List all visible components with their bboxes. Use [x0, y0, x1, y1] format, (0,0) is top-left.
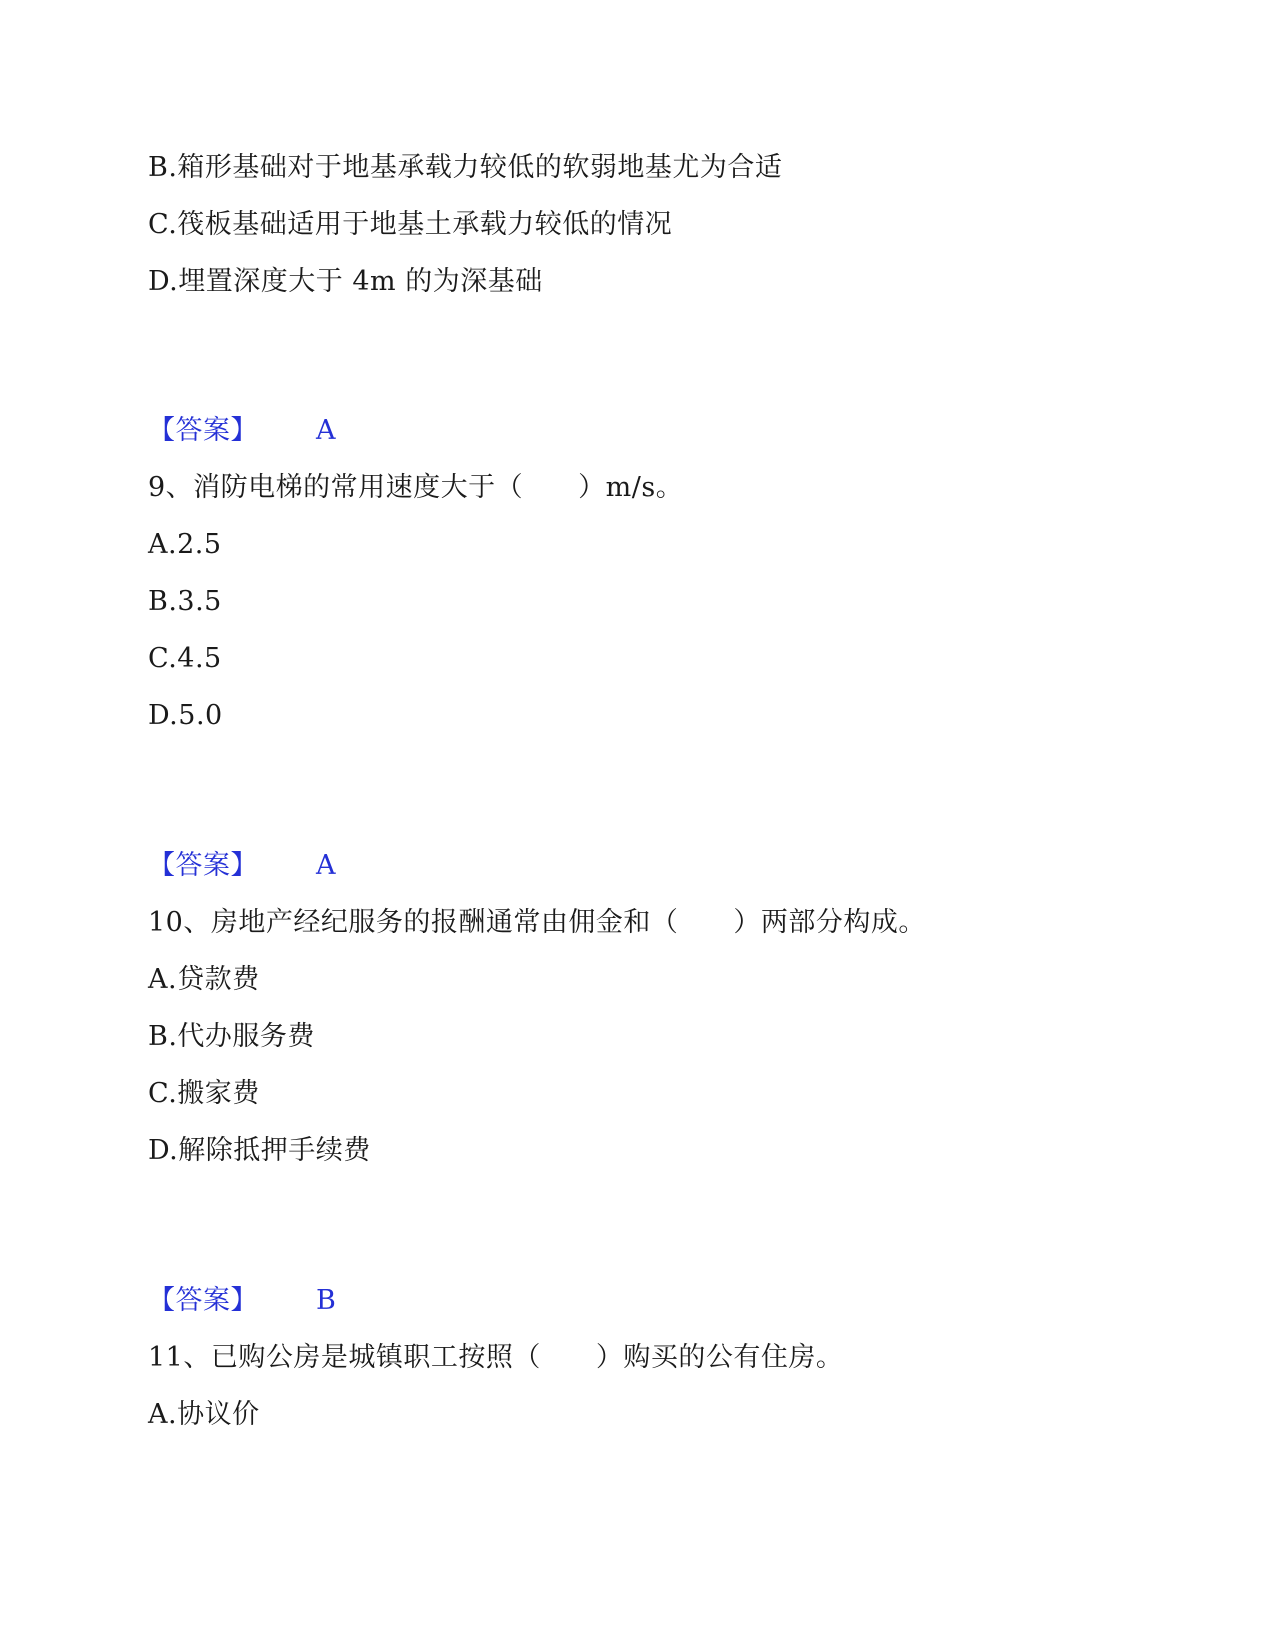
option-a: A.贷款费 [148, 964, 260, 995]
answer-label: 【答案】 [148, 1285, 258, 1316]
option-b: B.代办服务费 [148, 1021, 315, 1052]
option-c: C.搬家费 [148, 1078, 260, 1109]
answer-value: A [316, 415, 336, 446]
answer-value: A [316, 850, 336, 881]
option-d: D.解除抵押手续费 [148, 1135, 371, 1166]
option-a: A.2.5 [148, 529, 222, 560]
question-stem: 9、消防电梯的常用速度大于（ ）m/s。 [148, 472, 684, 503]
option-b: B.3.5 [148, 586, 222, 617]
answer-row [148, 848, 336, 884]
option-d: D.埋置深度大于 4m 的为深基础 [148, 266, 543, 297]
option-d: D.5.0 [148, 700, 223, 731]
answer-row [148, 413, 336, 449]
option-c: C.4.5 [148, 643, 222, 674]
answer-label: 【答案】 [148, 415, 258, 446]
option-a: A.协议价 [148, 1399, 260, 1430]
option-b: B.箱形基础对于地基承载力较低的软弱地基尤为合适 [148, 152, 783, 183]
answer-value: B [316, 1285, 337, 1316]
question-stem: 11、已购公房是城镇职工按照（ ）购买的公有住房。 [148, 1342, 844, 1373]
answer-label: 【答案】 [148, 850, 258, 881]
option-c: C.筏板基础适用于地基土承载力较低的情况 [148, 209, 673, 240]
question-stem: 10、房地产经纪服务的报酬通常由佣金和（ ）两部分构成。 [148, 907, 926, 938]
answer-row [148, 1283, 336, 1319]
